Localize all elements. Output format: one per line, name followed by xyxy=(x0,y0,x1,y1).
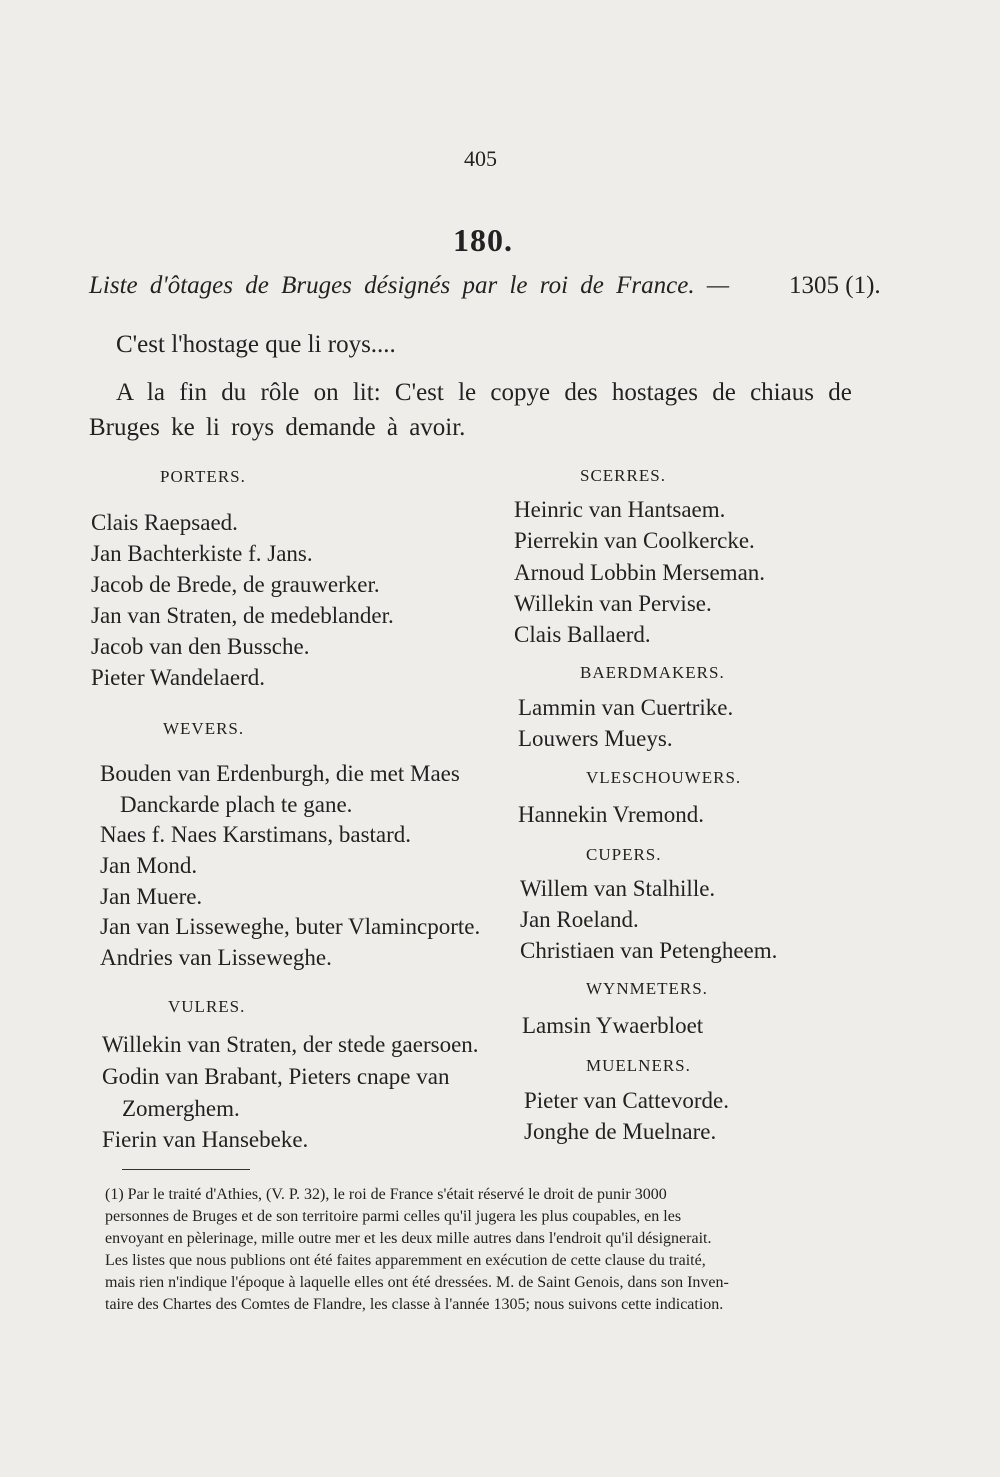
list-item: Danckarde plach te gane. xyxy=(120,792,353,817)
list-item: Zomerghem. xyxy=(122,1096,240,1121)
list-item: Jan van Lisseweghe, buter Vlamincporte. xyxy=(100,914,481,939)
list-item: Naes f. Naes Karstimans, bastard. xyxy=(100,822,412,847)
document-title: Liste d'ôtages de Bruges désignés par le roi de France. — xyxy=(89,272,730,299)
list-item: Willekin van Pervise. xyxy=(514,591,712,616)
section-heading-scerres: SCERRES. xyxy=(580,466,666,485)
list-item: Lamsin Ywaerbloet xyxy=(522,1013,704,1038)
list-item: Bouden van Erdenburgh, die met Maes xyxy=(100,761,460,786)
footnote-line: taire des Chartes des Comtes de Flandre, les classe à l'année 1305; nous suivons cette indication. xyxy=(105,1296,724,1313)
list-item: Lammin van Cuertrike. xyxy=(518,695,734,720)
list-item: Christiaen van Petengheem. xyxy=(520,938,778,963)
section-heading-wynmeters: WYNMETERS. xyxy=(586,979,708,998)
list-item: Clais Ballaerd. xyxy=(514,622,651,647)
document-year: 1305 (1). xyxy=(789,272,881,299)
section-heading-cupers: CUPERS. xyxy=(586,845,662,864)
list-item: Pieter van Cattevorde. xyxy=(524,1088,730,1113)
list-item: Jacob de Brede, de grauwerker. xyxy=(91,572,380,597)
section-heading-wevers: WEVERS. xyxy=(163,719,245,738)
list-item: Clais Raepsaed. xyxy=(91,510,238,535)
note-line-1: A la fin du rôle on lit: C'est le copye des hostages de chiaus de xyxy=(116,379,852,406)
list-item: Jonghe de Muelnare. xyxy=(524,1119,717,1144)
section-heading-muelners: MUELNERS. xyxy=(586,1056,691,1075)
list-item: Pierrekin van Coolkercke. xyxy=(514,528,755,553)
list-item: Pieter Wandelaerd. xyxy=(91,665,265,690)
list-item: Arnoud Lobbin Merseman. xyxy=(514,560,766,585)
list-item: Jan Roeland. xyxy=(520,907,639,932)
list-item: Godin van Brabant, Pieters cnape van xyxy=(102,1064,450,1089)
list-item: Willem van Stalhille. xyxy=(520,876,716,901)
footnote-rule xyxy=(122,1169,250,1170)
list-item: Hannekin Vremond. xyxy=(518,802,704,827)
document-number: 180. xyxy=(453,222,513,258)
section-heading-vleschouwers: VLESCHOUWERS. xyxy=(586,768,742,787)
section-heading-vulres: VULRES. xyxy=(168,997,246,1016)
list-item: Jan Mond. xyxy=(100,853,198,878)
list-item: Jan van Straten, de medeblander. xyxy=(91,603,394,628)
page-number: 405 xyxy=(464,146,497,171)
list-item: Fierin van Hansebeke. xyxy=(102,1127,309,1152)
list-item: Andries van Lisseweghe. xyxy=(100,945,332,970)
list-item: Willekin van Straten, der stede gaersoen. xyxy=(102,1032,479,1057)
footnote-line: personnes de Bruges et de son territoire parmi celles qu'il jugera les plus coupables, en les xyxy=(105,1208,682,1225)
section-heading-baerdmakers: BAERDMAKERS. xyxy=(580,663,725,682)
list-item: Jan Bachterkiste f. Jans. xyxy=(91,541,313,566)
intro-line: C'est l'hostage que li roys.... xyxy=(116,331,396,358)
list-item: Jan Muere. xyxy=(100,884,203,909)
note-line-2: Bruges ke li roys demande à avoir. xyxy=(89,414,466,441)
list-item: Jacob van den Bussche. xyxy=(91,634,310,659)
footnote-line: (1) Par le traité d'Athies, (V. P. 32), le roi de France s'était réservé le droit de punir 3000 xyxy=(105,1186,667,1203)
footnote-line: Les listes que nous publions ont été faites apparemment en exécution de cette clause du traité, xyxy=(105,1252,706,1269)
list-item: Louwers Mueys. xyxy=(518,726,673,751)
list-item: Heinric van Hantsaem. xyxy=(514,497,726,522)
footnote-line: envoyant en pèlerinage, mille outre mer et les deux mille autres dans l'endroit qu'il désignerait. xyxy=(105,1230,712,1247)
section-heading-porters: PORTERS. xyxy=(160,467,246,486)
footnote-line: mais rien n'indique l'époque à laquelle elles ont été dressées. M. de Saint Genois, dans son Inven- xyxy=(105,1274,729,1291)
